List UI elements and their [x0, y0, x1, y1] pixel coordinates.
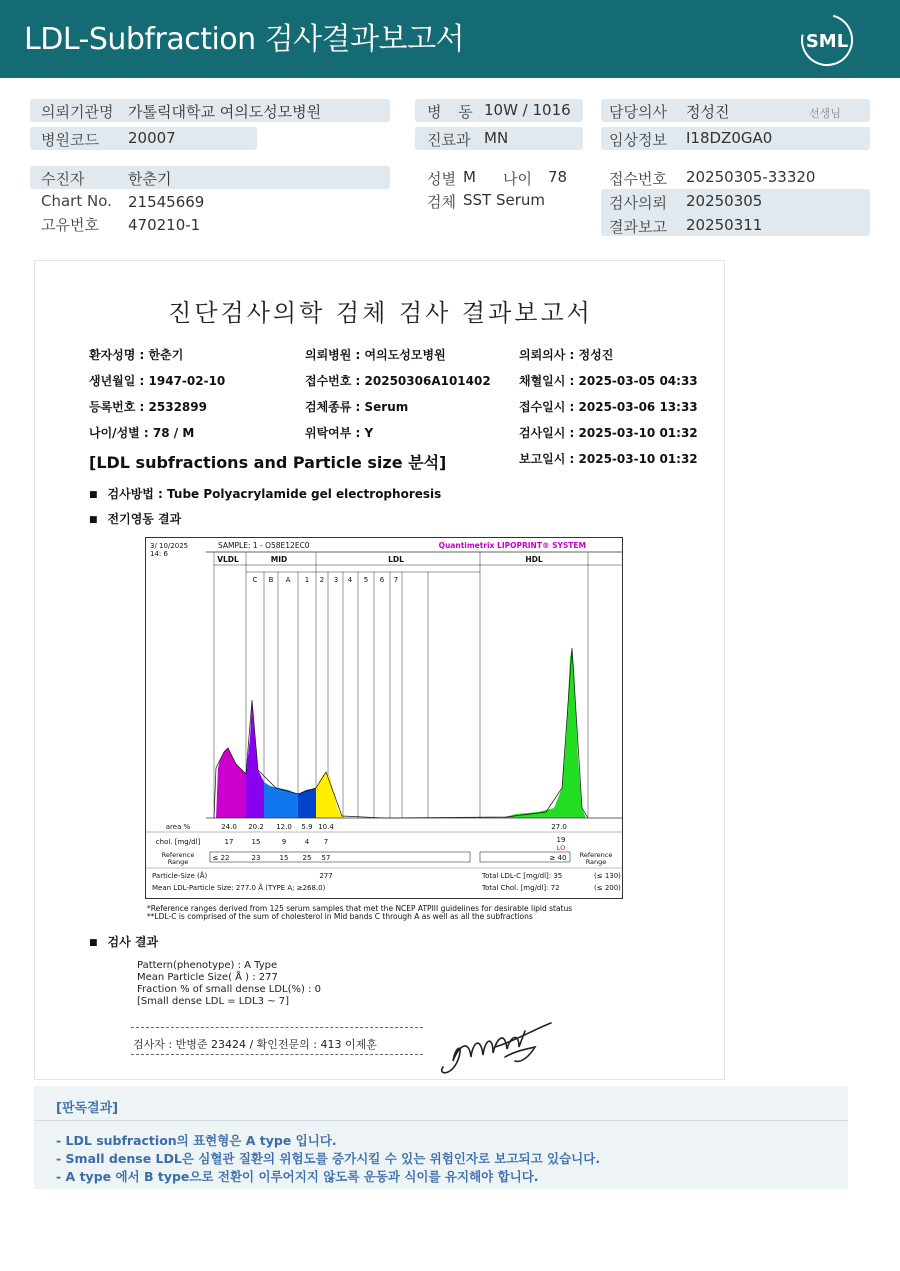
sex-label: 성별	[427, 170, 456, 188]
doctor-suffix: 선생님	[809, 107, 841, 120]
result-title: ■ 검사 결과	[89, 933, 158, 950]
ldl1-peak	[316, 772, 344, 818]
footnote-1: *Reference ranges derived from 125 serum samples that met the NCEP ATPIII guidelines for desirable lipid status	[147, 904, 573, 913]
judgement-line-2: - Small dense LDL은 심혈관 질환의 위험도를 증가시킬 수 있는 위험인자로 보고되고 있습니다.	[56, 1151, 601, 1166]
particle-size-label: Particle-Size (Å)	[152, 872, 208, 880]
ref-label-right-1: Reference	[579, 851, 613, 859]
rep-label: 결과보고	[609, 218, 667, 236]
electrophoresis-chart	[145, 537, 623, 899]
method-line: ■ 검사방법 : Tube Polyacrylamide gel electrophoresis	[89, 485, 441, 502]
ward-value: 10W / 1016	[484, 101, 571, 119]
ref-box-ldl	[210, 852, 470, 862]
specimen-value: SST Serum	[463, 191, 546, 209]
header-bar	[0, 0, 900, 78]
band-label: 4	[347, 576, 353, 584]
chart-no-label: Chart No.	[41, 192, 112, 210]
signature-image	[435, 1017, 555, 1079]
field-agesex: 나이/성별 : 78 / M	[89, 426, 195, 440]
band-label: 2	[319, 576, 325, 584]
brand-label: Quantimetrix LIPOPRINT® SYSTEM	[438, 541, 586, 550]
patient-label: 수진자	[41, 170, 85, 188]
area-value: 12.0	[276, 823, 292, 831]
field-consign: 위탁여부 : Y	[305, 426, 374, 440]
rep-value: 20250311	[686, 216, 763, 234]
group-label: VLDL	[217, 555, 239, 564]
judgement-line-1: - LDL subfraction의 표현형은 A type 입니다.	[56, 1133, 337, 1148]
ref-hdl-value: ≥ 40	[549, 854, 567, 862]
sample-time: 14: 6	[150, 550, 168, 558]
area-value: 27.0	[551, 823, 567, 831]
signer-line: 검사자 : 반병준 23424 / 확인전문의 : 413 이제훈	[133, 1038, 377, 1051]
patient-value: 한춘기	[128, 170, 172, 188]
electro-title: ■ 전기영동 결과	[89, 510, 181, 527]
report-title: 진단검사의학 검체 검사 결과보고서	[168, 299, 593, 327]
mid-b2-peak	[278, 788, 298, 818]
result-fraction: Fraction % of small dense LDL(%) : 0	[137, 984, 322, 995]
judgement-divider	[34, 1120, 848, 1121]
total-chol-ref: (≤ 200)	[594, 884, 621, 892]
band-label: 7	[393, 576, 399, 584]
area-value: 5.9	[301, 823, 313, 831]
report-document	[34, 260, 725, 1080]
req-label: 검사의뢰	[609, 194, 667, 212]
judgement-panel	[34, 1086, 848, 1189]
sample-id: SAMPLE: 1 - O58E12EC0	[218, 541, 310, 550]
area-value: 20.2	[248, 823, 264, 831]
field-reg: 등록번호 : 2532899	[89, 400, 207, 414]
field-reported: 보고일시 : 2025-03-10 01:32	[519, 452, 698, 466]
chol-value: 17	[224, 838, 234, 846]
ref-label-left-2: Range	[167, 858, 189, 866]
total-chol-line: Total Chol. [mg/dl]: 72	[482, 884, 560, 892]
band-label: B	[268, 576, 274, 584]
ref-value: 23	[251, 854, 261, 862]
field-tested: 검사일시 : 2025-03-10 01:32	[519, 426, 698, 440]
dept-label: 진료과	[427, 131, 471, 149]
page-title: LDL-Subfraction 검사결과보고서	[24, 22, 465, 57]
result-pattern: Pattern(phenotype) : A Type	[137, 960, 278, 971]
age-label: 나이	[503, 170, 532, 188]
field-name: 환자성명 : 한춘기	[89, 348, 184, 362]
ref-value: ≤ 22	[212, 854, 230, 862]
field-received: 접수일시 : 2025-03-06 13:33	[519, 400, 698, 414]
doctor-value: 정성진	[686, 103, 730, 121]
group-label: MID	[270, 555, 288, 564]
chart-no-value: 21545669	[128, 193, 205, 211]
band-label: C	[252, 576, 258, 584]
band-label: 3	[333, 576, 339, 584]
req-value: 20250305	[686, 192, 763, 210]
specimen-label: 검체	[427, 193, 456, 211]
total-ldl-line: Total LDL-C [mg/dl]: 35	[482, 872, 563, 880]
chol-label: chol. [mg/dl]	[155, 838, 201, 846]
field-dob: 생년월일 : 1947-02-10	[89, 374, 226, 388]
analysis-section-title: [LDL subfractions and Particle size 분석]	[89, 453, 447, 472]
sex-value: M	[463, 168, 476, 186]
age-value: 78	[548, 168, 568, 186]
electrophoresis-svg	[146, 538, 622, 898]
result-mean-size: Mean Particle Size( Å ) : 277	[137, 972, 278, 983]
code-label: 병원코드	[41, 131, 99, 149]
chol-flag: LO	[556, 844, 566, 852]
dept-value: MN	[484, 129, 509, 147]
result-sdldl-def: [Small dense LDL = LDL3 ~ 7]	[137, 996, 290, 1007]
area-value: 10.4	[318, 823, 334, 831]
field-drawn: 채혈일시 : 2025-03-05 04:33	[519, 374, 698, 388]
band-label: 5	[363, 576, 369, 584]
chol-value: 19	[556, 836, 566, 844]
ref-label-left-1: Reference	[161, 851, 195, 859]
ref-value: 57	[321, 854, 331, 862]
code-value: 20007	[128, 129, 176, 147]
chol-value: 15	[251, 838, 261, 846]
field-hospital: 의뢰병원 : 여의도성모병원	[305, 348, 446, 362]
mid-c-peak	[246, 700, 264, 818]
sml-logo	[798, 12, 856, 68]
group-label: HDL	[525, 555, 543, 564]
band-label: 6	[379, 576, 385, 584]
ward-label: 병 동	[427, 103, 479, 121]
judgement-title: [판독결과]	[56, 1101, 119, 1116]
uid-value: 470210-1	[128, 216, 201, 234]
group-label: LDL	[388, 555, 404, 564]
mid-a-peak	[298, 788, 316, 818]
field-recv: 접수번호 : 20250306A101402	[305, 374, 491, 388]
logo-text: SML	[805, 31, 849, 52]
band-label: 1	[304, 576, 310, 584]
recv-value: 20250305-33320	[686, 168, 816, 186]
particle-size-value: 277	[319, 872, 333, 880]
field-specimen: 검체종류 : Serum	[305, 400, 409, 414]
judgement-line-3: - A type 에서 B type으로 전환이 이루어지지 않도록 운동과 식이를 유지해야 합니다.	[56, 1169, 539, 1184]
chol-value: 4	[304, 838, 310, 846]
field-doctor: 의뢰의사 : 정성진	[519, 348, 614, 362]
recv-label: 접수번호	[609, 170, 667, 188]
signer-bottom-rule	[131, 1054, 423, 1055]
inst-value: 가톨릭대학교 여의도성모병원	[128, 103, 322, 121]
ref-value: 25	[302, 854, 312, 862]
area-value: 24.0	[221, 823, 237, 831]
chol-value: 7	[323, 838, 329, 846]
inst-label: 의뢰기관명	[41, 103, 114, 121]
area-label: area %	[165, 823, 191, 831]
signer-top-rule	[131, 1027, 423, 1028]
clinic-label: 임상정보	[609, 131, 667, 149]
ref-label-right-2: Range	[585, 858, 607, 866]
doctor-label: 담당의사	[609, 103, 667, 121]
ref-value: 15	[279, 854, 289, 862]
clinic-value: I18DZ0GA0	[686, 129, 773, 147]
sample-date: 3/ 10/2025	[150, 542, 189, 550]
total-ldl-ref: (≤ 130)	[594, 872, 621, 880]
uid-label: 고유번호	[41, 216, 99, 234]
mean-size-line: Mean LDL-Particle Size: 277.0 Å (TYPE A; ≥268.0)	[152, 884, 326, 892]
chol-value: 9	[281, 838, 287, 846]
footnote-2: **LDL-C is comprised of the sum of cholesterol in Mid bands C through A as well as all the subfractions	[147, 912, 533, 921]
mid-b-peak	[264, 782, 278, 818]
band-label: A	[285, 576, 291, 584]
